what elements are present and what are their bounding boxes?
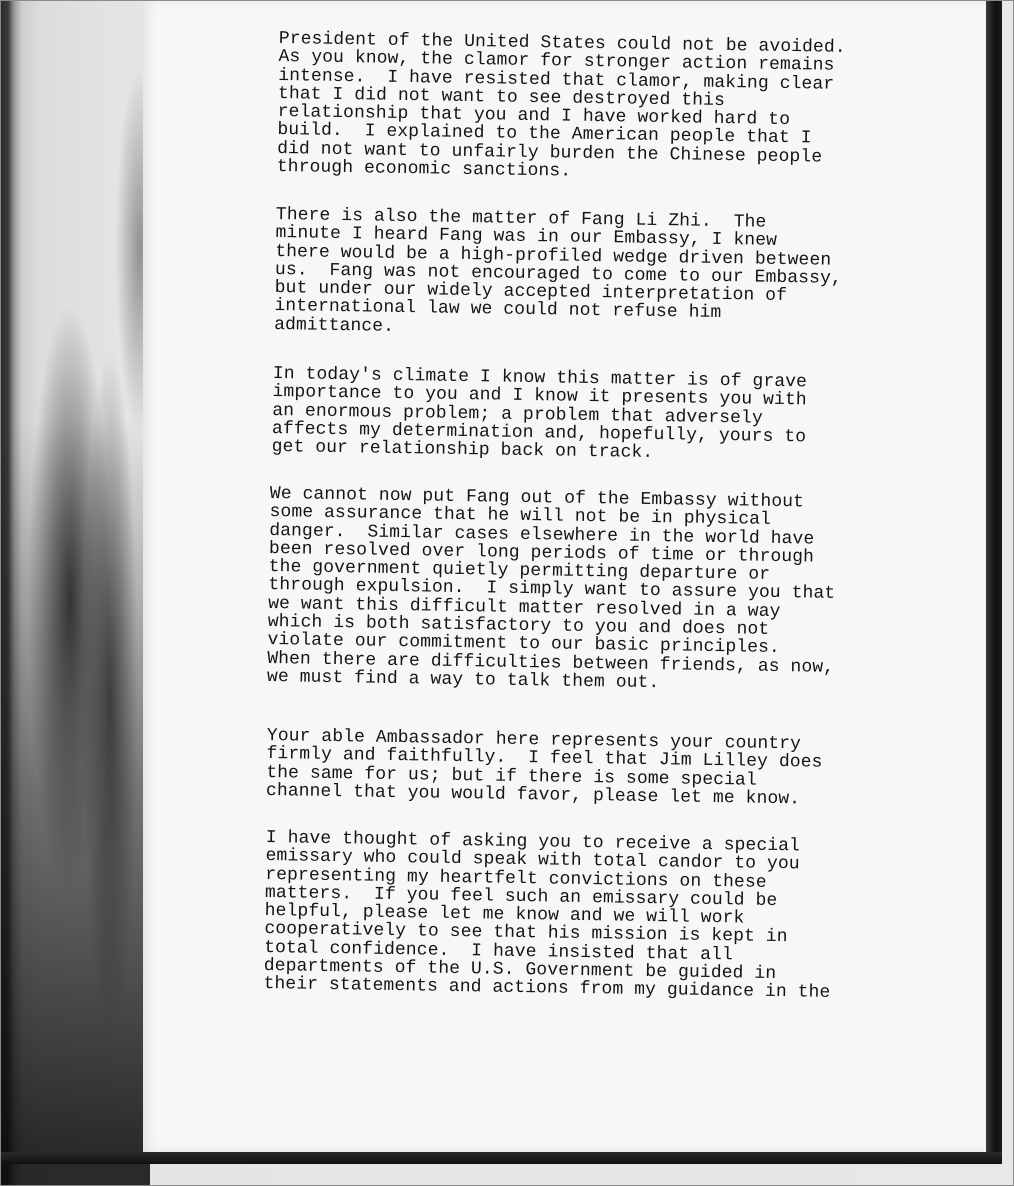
- scan-edge-bottom: [0, 1152, 1002, 1164]
- paragraph-fang-li-zhi: There is also the matter of Fang Li Zhi. The minute I heard Fang was in our Embassy, I knew there would be a high-profiled wedge driven between us. Fang was not encouraged to come to our Embassy, but under our widely accepted interpretation of international law we could not refuse him admittance.: [273, 205, 842, 337]
- paragraph-ambassador: Your able Ambassador here represents your country firmly and faithfully. I feel that Jim Lilley does the same for us; but if there is some special channel that you would favor, please let me know.: [265, 726, 823, 810]
- scan-shadow-left: [0, 0, 150, 1186]
- paragraph-todays-climate: In today's climate I know this matter is of grave importance to you and I know it presents you with an enormous problem; a problem that adversely affects my determination and, hopefully, yours to get our relationship back on track.: [271, 364, 808, 464]
- paragraph-sanctions: President of the United States could not be avoided. As you know, the clamor for stronger action remains intense. I have resisted that clamor, making clear that I did not want to see destroyed this relationship that you and I have worked hard to build. I explained to the American people that I did not want to unfairly burden the Chinese people through economic sanctions.: [276, 29, 846, 182]
- paragraph-special-emissary: I have thought of asking you to receive a special emissary who could speak with total candor to you representing my heartfelt convictions on these matters. If you feel such an emissary could be helpful, please let me know and we will work cooperatively to see that his mission is kept in total confidence. I have insisted that all departments of the U.S. Government be guided in their statements and actions from my guidance in the: [263, 828, 831, 1004]
- paragraph-embassy-assurance: We cannot now put Fang out of the Embassy without some assurance that he will not be in physical danger. Similar cases elsewhere in the world have been resolved over long periods of time or through the government quietly permitting departure or through expulsion. I simply want to assure you that we want this difficult matter resolved in a way which is both satisfactory to you and does not violate our commitment to our basic principles. When there are difficulties between friends, as now, we must find a way to talk them out.: [266, 484, 836, 694]
- scan-edge-right: [986, 0, 1002, 1162]
